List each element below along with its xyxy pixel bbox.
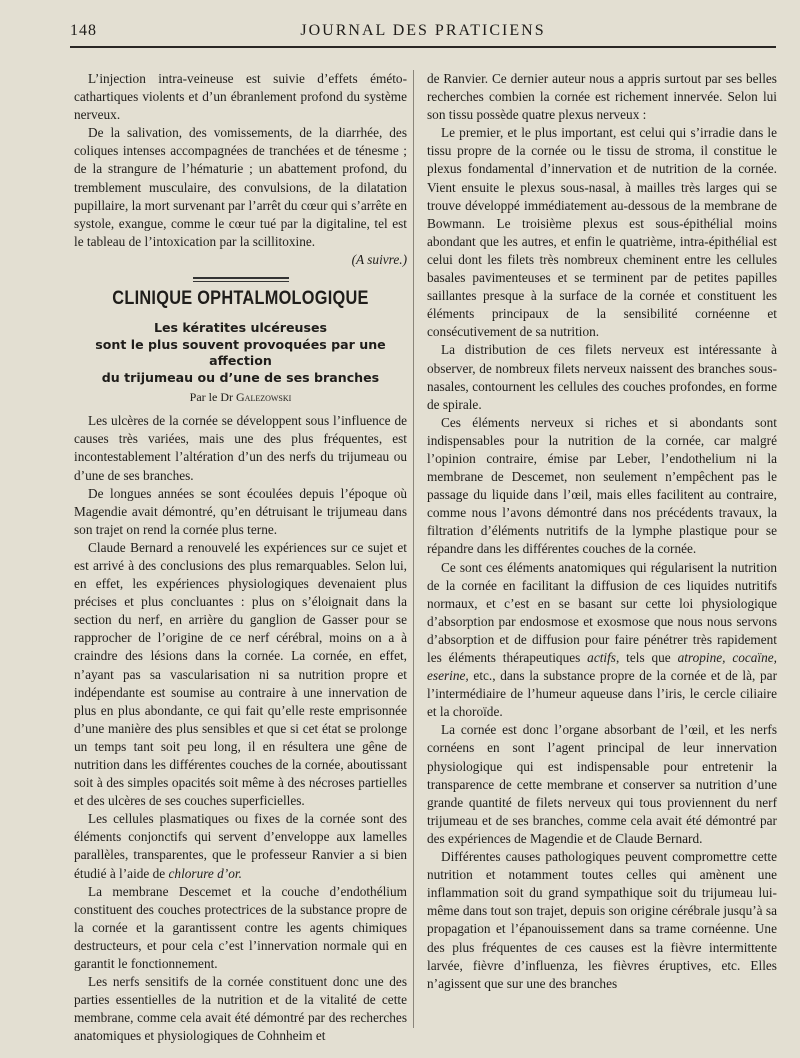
paragraph: La cornée est donc l’organe absorbant de l’œil, et les nerfs cornéens en sont l’agent principal de leur innervation physiologique qui est indispensable pour entretenir la transparence de cette membrane et conserver sa nutrition d’une grande quantité de filets nerveux qui tous proviennent du nerf trijumeau et de ses branches, comme cela avait été démontré par des expériences de Magendie et de Claude Bernard. bbox=[427, 722, 777, 846]
header-rule bbox=[70, 46, 776, 48]
paragraph: Ces éléments nerveux si riches et si abondants sont indispensables pour la nutrition de la cornée, car malgré l’opinion contraire, émise par Leber, l’endothelium ni la membrane de Descemet, non seulement n’empêchent pas le passage du liquide dans l’œil, mais elles facilitent au contraire, comme nous l’avons démontré dans nos précédents travaux, la filtration d’éléments nutritifs de la lymphe plastique pour se répandre dans les différentes couches de la cornée. bbox=[427, 414, 777, 557]
page-number: 148 bbox=[70, 22, 97, 39]
journal-title: JOURNAL DES PRATICIENS bbox=[300, 22, 546, 39]
paragraph: Les ulcères de la cornée se développent sous l’influence de causes très variées, mais une des plus fréquentes, est incontestablement l’altération d’un des nerfs du trijumeau ou d’une de ses branches. bbox=[74, 413, 407, 483]
paragraph: De longues années se sont écoulées depuis l’époque où Magendie avait démontré, qu’en détruisant le trijumeau dans son trajet on rend la cornée plus terne. bbox=[74, 485, 407, 537]
byline: Par le Dr Galezowski bbox=[189, 390, 292, 405]
author-name: Galezowski bbox=[236, 390, 292, 405]
paragraph: Les nerfs sensitifs de la cornée constituent donc une des parties essentielles de la nutrition et de la vitalité de cette membrane, comme cela avait été démontré par des recherches anatomiques et physiologiques de Cohnheim et bbox=[74, 974, 407, 1044]
article-title-line: sont le plus souvent provoquées par une affection bbox=[95, 336, 386, 369]
page-header bbox=[70, 22, 776, 46]
article-title-line: du trijumeau ou d’une de ses branches bbox=[101, 369, 380, 385]
section-title: CLINIQUE OPHTALMOLOGIQUE bbox=[112, 288, 369, 310]
to-be-continued: (A suivre.) bbox=[351, 251, 407, 267]
paragraph: Claude Bernard a renouvelé les expériences sur ce sujet et est arrivé à des conclusions des plus remarquables. Selon lui, en effet, les expériences physiologiques devenaient plus précises et plus concluantes : plus on s’éloignait dans la section du nerf, en arrière du ganglion de Gasser pour se rapprocher de l’origine de ce nerf cérébral, moins on a à craindre des lésions dans la cornée. La cornée, en effet, n’ayant pas sa vascularisation ni sa nutrition propre et indépendante est soumise au contraire à une innervation de plus en plus abondante, ce qui fait qu’elle reste emprisonnée d’une manière des plus sensibles et que si cet état se prolonge un temps tant soit peu long, il en résultera une gêne de nutrition dans les différentes couches de la cornée, aboutissant soit à des simples opacités soit même à des nécroses partielles et des ulcères de ses couches superficielles. bbox=[74, 539, 407, 809]
paragraph: La distribution de ces filets nerveux est intéressante à observer, de nombreux filets nerveux naissent des branches sous-nasales, contournent les cellules des couches profondes, en forme de spirale. bbox=[427, 342, 777, 412]
paragraph: L’injection intra-veineuse est suivie d’effets éméto-cathartiques violents et d’un ébranlement profond du système nerveux. bbox=[74, 71, 407, 123]
paragraph: Différentes causes pathologiques peuvent compromettre cette nutrition et notamment toutes celles qui amènent une inflammation soit du grand sympathique soit du trijumeau lui-même dans tout son trajet, depuis son origine cérébrale jusqu’à sa propagation et l’épanouissement dans sa trame cornéenne. Une des plus fréquentes de ces causes est la fièvre intermittente larvée, fièvre d’influenza, les fièvres éruptives, etc. Elles n’agissent que sur une des branches bbox=[427, 849, 777, 991]
paragraph: Les cellules plasmatiques ou fixes de la cornée sont des éléments conjonctifs qui servent d’enveloppe aux lamelles parallèles, transparentes, que le professeur Ranvier a si bien étudié à l’aide de chlorure d’or. bbox=[74, 811, 407, 881]
paragraph: de Ranvier. Ce dernier auteur nous a appris surtout par ses belles recherches combien la cornée est richement innervée. Selon lui son tissu possède quatre plexus nerveux : bbox=[427, 71, 777, 123]
right-column bbox=[427, 70, 777, 993]
paragraph: De la salivation, des vomissements, de la diarrhée, des coliques intenses accompagnées de tranchées et de ténesme ; de la strangure de l’hématurie ; un abattement profond, du tremblement musculaire, des convulsions, de la dilatation pupillaire, la mort survenant par l’arrêt du cœur qui s’arrête en systole, exangue, comme le cœur tué par la digitaline, tel est le tableau de l’intoxication par la scillitoxine. bbox=[74, 125, 407, 249]
paragraph: Le premier, et le plus important, est celui qui s’irradie dans le tissu propre de la cornée ou le tissu de stroma, il constitue le plexus fondamental d’innervation et de nutrition de la cornée. Vient ensuite le plexus sous-nasal, à mailles très larges qui se trouve développé immédiatement au-dessous de la membrane de Bowmann. Le troisième plexus est sous-épithélial moins abondant que les autres, et enfin le quatrième, intra-épithélial est celui dont les filets très nombreux cheminent entre les cellules basales pavimenteuses et se terminent par de petites papilles saillantes presque à la surface de la cornée et constituent les éléments principaux de la sensibilité cornéenne et consécutivement de sa nutrition. bbox=[427, 125, 777, 340]
left-column bbox=[74, 70, 407, 1046]
paragraph: Ce sont ces éléments anatomiques qui régularisent la nutrition de la cornée en facilitant la diffusion de ces liquides nutritifs normaux, et c’est en se basant sur cette loi physiologique d’absorption par endosmose et exosmose que nous nous servons d’absorption et de diffusion pour faire pénétrer très rapidement les éléments thérapeutiques actifs, tels que atropine, cocaïne, eserine, etc., dans la substance propre de la cornée et de là, par l’intermédiaire de l’humeur aqueuse dans l’iris, le cercle ciliaire et la choroïde. bbox=[427, 559, 778, 720]
paragraph: La membrane Descemet et la couche d’endothélium constituent des couches protectrices de la substance propre de la cornée et la garantissent contre les agents chimiques destructeurs, et pour cela c’est l’innervation normale qui en garantit le fonctionnement. bbox=[74, 883, 407, 972]
article-title-line: Les kératites ulcéreuses bbox=[153, 320, 328, 336]
column-divider bbox=[413, 70, 414, 1028]
section-separator bbox=[193, 277, 289, 282]
